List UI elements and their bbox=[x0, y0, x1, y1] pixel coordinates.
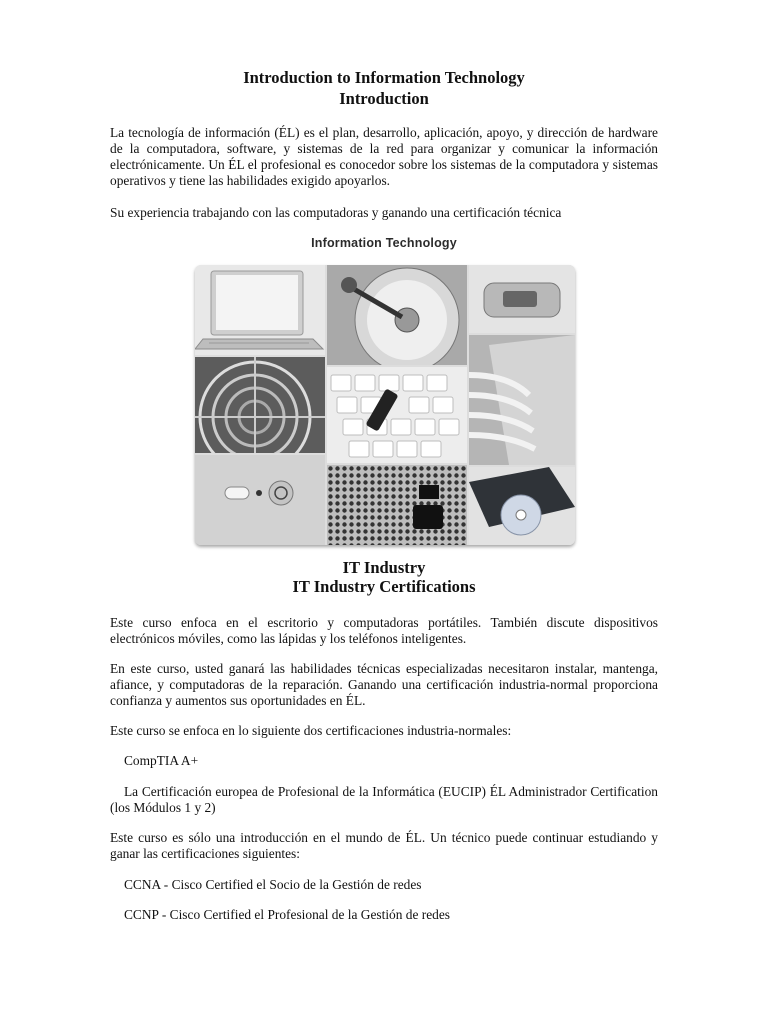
document-subtitle: Introduction bbox=[339, 89, 429, 108]
section-paragraph-4: Este curso es sólo una introducción en el mundo de ÉL. Un técnico puede continuar estudiando y ganar las certificaciones siguientes: bbox=[110, 830, 658, 861]
it-collage-image bbox=[195, 265, 575, 545]
figure-caption: Information Technology bbox=[311, 236, 457, 250]
certification-item-1: CompTIA A+ bbox=[124, 753, 199, 768]
intro-paragraph-1: La tecnología de información (ÉL) es el plan, desarrollo, aplicación, apoyo, y dirección de hardware de la computadora, software, y sistemas de la red para organizar y comunicar la información electrónicamente. Un ÉL el profesional es conocedor sobre los sistemas de la computadora y sistemas operativos y tiene las habilidades exigido apoyarlos. bbox=[110, 125, 658, 188]
power-supply-photo bbox=[327, 465, 467, 545]
section-title: IT Industry bbox=[342, 558, 426, 577]
hard-drive-photo bbox=[327, 265, 467, 365]
section-subtitle: IT Industry Certifications bbox=[292, 577, 476, 596]
network-cables-photo bbox=[469, 335, 575, 465]
document-title: Introduction to Information Technology bbox=[243, 68, 525, 87]
section-paragraph-3: Este curso se enfoca en lo siguiente dos certificaciones industria-normales: bbox=[110, 723, 512, 738]
power-button-photo bbox=[195, 455, 325, 545]
section-paragraph-2: En este curso, usted ganará las habilidades técnicas especializadas necesitaron instalar, mantenga, afiance, y computadoras de la reparación. Ganando una certificación industria-normal proporciona confianza y aumentos sus oportunidades en ÉL. bbox=[110, 661, 658, 708]
certification-item-2: La Certificación europea de Profesional de la Informática (EUCIP) ÉL Administrador Certification (los Módulos 1 y 2) bbox=[110, 784, 658, 815]
section-paragraph-1: Este curso enfoca en el escritorio y computadoras portátiles. También discute dispositivos electrónicos móviles, como las lápidas y los teléfonos inteligentes. bbox=[110, 615, 658, 646]
laptop-photo bbox=[195, 265, 325, 355]
keyboard-usb-stick-photo bbox=[327, 367, 467, 463]
usb-adapter-photo bbox=[469, 265, 575, 333]
certification-item-3: CCNA - Cisco Certified el Socio de la Gestión de redes bbox=[124, 877, 422, 892]
fan-grille-photo bbox=[195, 357, 325, 453]
laptop-dvd-photo bbox=[469, 467, 575, 545]
intro-paragraph-2: Su experiencia trabajando con las computadoras y ganando una certificación técnica bbox=[110, 205, 562, 220]
certification-item-4: CCNP - Cisco Certified el Profesional de la Gestión de redes bbox=[124, 907, 451, 922]
